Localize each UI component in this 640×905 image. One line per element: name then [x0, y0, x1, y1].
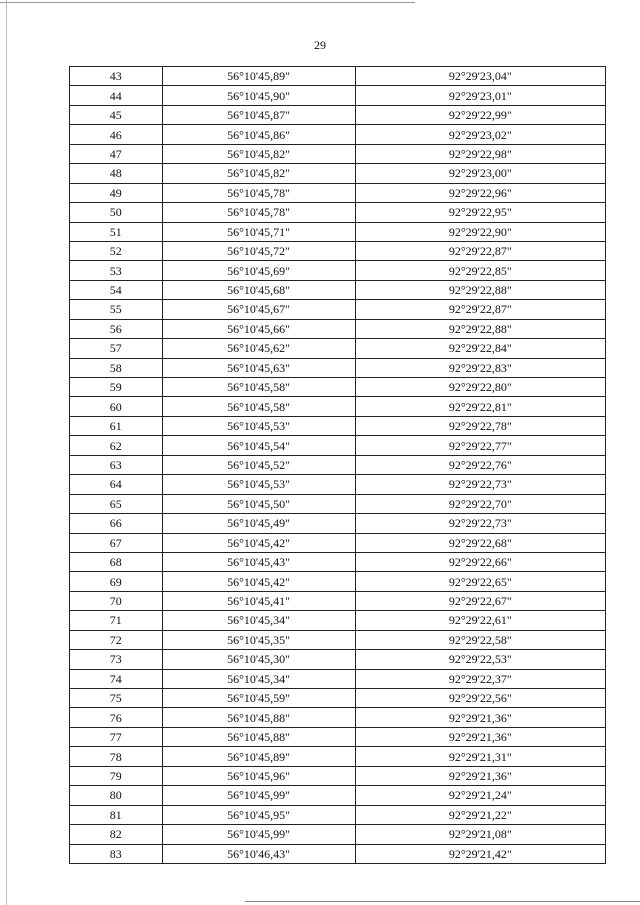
longitude-cell: 92°29'23,01": [355, 86, 605, 105]
latitude-cell: 56°10'45,43": [162, 552, 355, 571]
longitude-cell: 92°29'22,67": [355, 591, 605, 610]
longitude-cell: 92°29'22,84": [355, 339, 605, 358]
longitude-cell: 92°29'22,99": [355, 105, 605, 124]
latitude-cell: 56°10'45,78": [162, 183, 355, 202]
table-row: [70, 164, 606, 183]
latitude-cell: 56°10'45,72": [162, 241, 355, 260]
point-number-cell: 66: [70, 514, 163, 533]
latitude-cell: 56°10'45,58": [162, 378, 355, 397]
latitude-cell: 56°10'45,96": [162, 766, 355, 785]
latitude-cell: 56°10'45,86": [162, 125, 355, 144]
longitude-cell: 92°29'21,31": [355, 747, 605, 766]
point-number-cell: 69: [70, 572, 163, 591]
latitude-cell: 56°10'45,34": [162, 669, 355, 688]
point-number-cell: 43: [70, 67, 163, 86]
point-number-cell: 47: [70, 144, 163, 163]
longitude-cell: 92°29'21,08": [355, 825, 605, 844]
longitude-cell: 92°29'22,96": [355, 183, 605, 202]
table-row: [70, 669, 606, 688]
point-number-cell: 64: [70, 475, 163, 494]
latitude-cell: 56°10'45,89": [162, 747, 355, 766]
longitude-cell: 92°29'22,58": [355, 630, 605, 649]
point-number-cell: 67: [70, 533, 163, 552]
table-row: [70, 475, 606, 494]
longitude-cell: 92°29'22,98": [355, 144, 605, 163]
latitude-cell: 56°10'46,43": [162, 844, 355, 863]
longitude-cell: 92°29'22,76": [355, 455, 605, 474]
latitude-cell: 56°10'45,49": [162, 514, 355, 533]
longitude-cell: 92°29'22,87": [355, 300, 605, 319]
point-number-cell: 58: [70, 358, 163, 377]
longitude-cell: 92°29'22,87": [355, 241, 605, 260]
longitude-cell: 92°29'22,53": [355, 650, 605, 669]
table-row: [70, 358, 606, 377]
page-top-border: [0, 2, 415, 3]
longitude-cell: 92°29'22,65": [355, 572, 605, 591]
latitude-cell: 56°10'45,53": [162, 416, 355, 435]
longitude-cell: 92°29'22,88": [355, 319, 605, 338]
table-row: [70, 747, 606, 766]
latitude-cell: 56°10'45,87": [162, 105, 355, 124]
table-row: [70, 572, 606, 591]
table-row: [70, 611, 606, 630]
table-row: [70, 183, 606, 202]
point-number-cell: 78: [70, 747, 163, 766]
point-number-cell: 83: [70, 844, 163, 863]
latitude-cell: 56°10'45,90": [162, 86, 355, 105]
table-row: [70, 416, 606, 435]
longitude-cell: 92°29'21,24": [355, 786, 605, 805]
longitude-cell: 92°29'22,70": [355, 494, 605, 513]
table-row: [70, 125, 606, 144]
longitude-cell: 92°29'23,04": [355, 67, 605, 86]
table-row: [70, 825, 606, 844]
latitude-cell: 56°10'45,62": [162, 339, 355, 358]
point-number-cell: 54: [70, 280, 163, 299]
point-number-cell: 63: [70, 455, 163, 474]
longitude-cell: 92°29'22,56": [355, 689, 605, 708]
table-row: [70, 86, 606, 105]
latitude-cell: 56°10'45,71": [162, 222, 355, 241]
table-row: [70, 844, 606, 863]
latitude-cell: 56°10'45,52": [162, 455, 355, 474]
table-row: [70, 786, 606, 805]
table-row: [70, 708, 606, 727]
point-number-cell: 52: [70, 241, 163, 260]
point-number-cell: 72: [70, 630, 163, 649]
table-row: [70, 339, 606, 358]
table-row: [70, 105, 606, 124]
point-number-cell: 57: [70, 339, 163, 358]
longitude-cell: 92°29'21,22": [355, 805, 605, 824]
point-number-cell: 79: [70, 766, 163, 785]
latitude-cell: 56°10'45,41": [162, 591, 355, 610]
table-row: [70, 397, 606, 416]
longitude-cell: 92°29'21,36": [355, 708, 605, 727]
latitude-cell: 56°10'45,82": [162, 164, 355, 183]
table-row: [70, 805, 606, 824]
table-row: [70, 552, 606, 571]
point-number-cell: 75: [70, 689, 163, 708]
point-number-cell: 70: [70, 591, 163, 610]
point-number-cell: 76: [70, 708, 163, 727]
longitude-cell: 92°29'22,73": [355, 514, 605, 533]
longitude-cell: 92°29'22,88": [355, 280, 605, 299]
latitude-cell: 56°10'45,78": [162, 203, 355, 222]
point-number-cell: 60: [70, 397, 163, 416]
table-row: [70, 203, 606, 222]
point-number-cell: 51: [70, 222, 163, 241]
latitude-cell: 56°10'45,50": [162, 494, 355, 513]
latitude-cell: 56°10'45,89": [162, 67, 355, 86]
latitude-cell: 56°10'45,63": [162, 358, 355, 377]
table-row: [70, 300, 606, 319]
table-row: [70, 222, 606, 241]
point-number-cell: 65: [70, 494, 163, 513]
latitude-cell: 56°10'45,67": [162, 300, 355, 319]
point-number-cell: 62: [70, 436, 163, 455]
longitude-cell: 92°29'21,42": [355, 844, 605, 863]
point-number-cell: 74: [70, 669, 163, 688]
longitude-cell: 92°29'22,83": [355, 358, 605, 377]
table-row: [70, 261, 606, 280]
point-number-cell: 49: [70, 183, 163, 202]
latitude-cell: 56°10'45,59": [162, 689, 355, 708]
latitude-cell: 56°10'45,88": [162, 708, 355, 727]
longitude-cell: 92°29'23,02": [355, 125, 605, 144]
point-number-cell: 80: [70, 786, 163, 805]
latitude-cell: 56°10'45,54": [162, 436, 355, 455]
longitude-cell: 92°29'22,85": [355, 261, 605, 280]
longitude-cell: 92°29'22,95": [355, 203, 605, 222]
point-number-cell: 68: [70, 552, 163, 571]
point-number-cell: 46: [70, 125, 163, 144]
table-row: [70, 319, 606, 338]
longitude-cell: 92°29'22,68": [355, 533, 605, 552]
longitude-cell: 92°29'23,00": [355, 164, 605, 183]
table-row: [70, 280, 606, 299]
latitude-cell: 56°10'45,35": [162, 630, 355, 649]
latitude-cell: 56°10'45,58": [162, 397, 355, 416]
table-row: [70, 591, 606, 610]
point-number-cell: 45: [70, 105, 163, 124]
table-row: [70, 494, 606, 513]
table-row: [70, 689, 606, 708]
point-number-cell: 50: [70, 203, 163, 222]
point-number-cell: 53: [70, 261, 163, 280]
point-number-cell: 44: [70, 86, 163, 105]
point-number-cell: 56: [70, 319, 163, 338]
latitude-cell: 56°10'45,42": [162, 572, 355, 591]
table-row: [70, 436, 606, 455]
longitude-cell: 92°29'22,77": [355, 436, 605, 455]
table-row: [70, 378, 606, 397]
point-number-cell: 59: [70, 378, 163, 397]
latitude-cell: 56°10'45,99": [162, 825, 355, 844]
longitude-cell: 92°29'22,66": [355, 552, 605, 571]
table-row: [70, 455, 606, 474]
latitude-cell: 56°10'45,95": [162, 805, 355, 824]
table-row: [70, 67, 606, 86]
latitude-cell: 56°10'45,99": [162, 786, 355, 805]
table-row: [70, 144, 606, 163]
coordinates-table-body: [70, 67, 606, 864]
latitude-cell: 56°10'45,34": [162, 611, 355, 630]
point-number-cell: 71: [70, 611, 163, 630]
latitude-cell: 56°10'45,66": [162, 319, 355, 338]
longitude-cell: 92°29'22,78": [355, 416, 605, 435]
page-number: 29: [314, 38, 326, 52]
longitude-cell: 92°29'22,81": [355, 397, 605, 416]
table-row: [70, 650, 606, 669]
table-row: [70, 514, 606, 533]
point-number-cell: 81: [70, 805, 163, 824]
longitude-cell: 92°29'21,36": [355, 766, 605, 785]
longitude-cell: 92°29'22,90": [355, 222, 605, 241]
point-number-cell: 82: [70, 825, 163, 844]
latitude-cell: 56°10'45,69": [162, 261, 355, 280]
coordinates-table: [69, 66, 606, 864]
table-row: [70, 766, 606, 785]
point-number-cell: 77: [70, 727, 163, 746]
latitude-cell: 56°10'45,82": [162, 144, 355, 163]
longitude-cell: 92°29'22,61": [355, 611, 605, 630]
point-number-cell: 55: [70, 300, 163, 319]
page-bottom-border: [245, 901, 640, 902]
point-number-cell: 61: [70, 416, 163, 435]
point-number-cell: 48: [70, 164, 163, 183]
latitude-cell: 56°10'45,68": [162, 280, 355, 299]
table-row: [70, 533, 606, 552]
latitude-cell: 56°10'45,42": [162, 533, 355, 552]
latitude-cell: 56°10'45,88": [162, 727, 355, 746]
latitude-cell: 56°10'45,53": [162, 475, 355, 494]
table-row: [70, 630, 606, 649]
longitude-cell: 92°29'22,73": [355, 475, 605, 494]
table-row: [70, 241, 606, 260]
longitude-cell: 92°29'21,36": [355, 727, 605, 746]
table-row: [70, 727, 606, 746]
longitude-cell: 92°29'22,37": [355, 669, 605, 688]
page-left-border: [6, 0, 7, 905]
longitude-cell: 92°29'22,80": [355, 378, 605, 397]
latitude-cell: 56°10'45,30": [162, 650, 355, 669]
point-number-cell: 73: [70, 650, 163, 669]
